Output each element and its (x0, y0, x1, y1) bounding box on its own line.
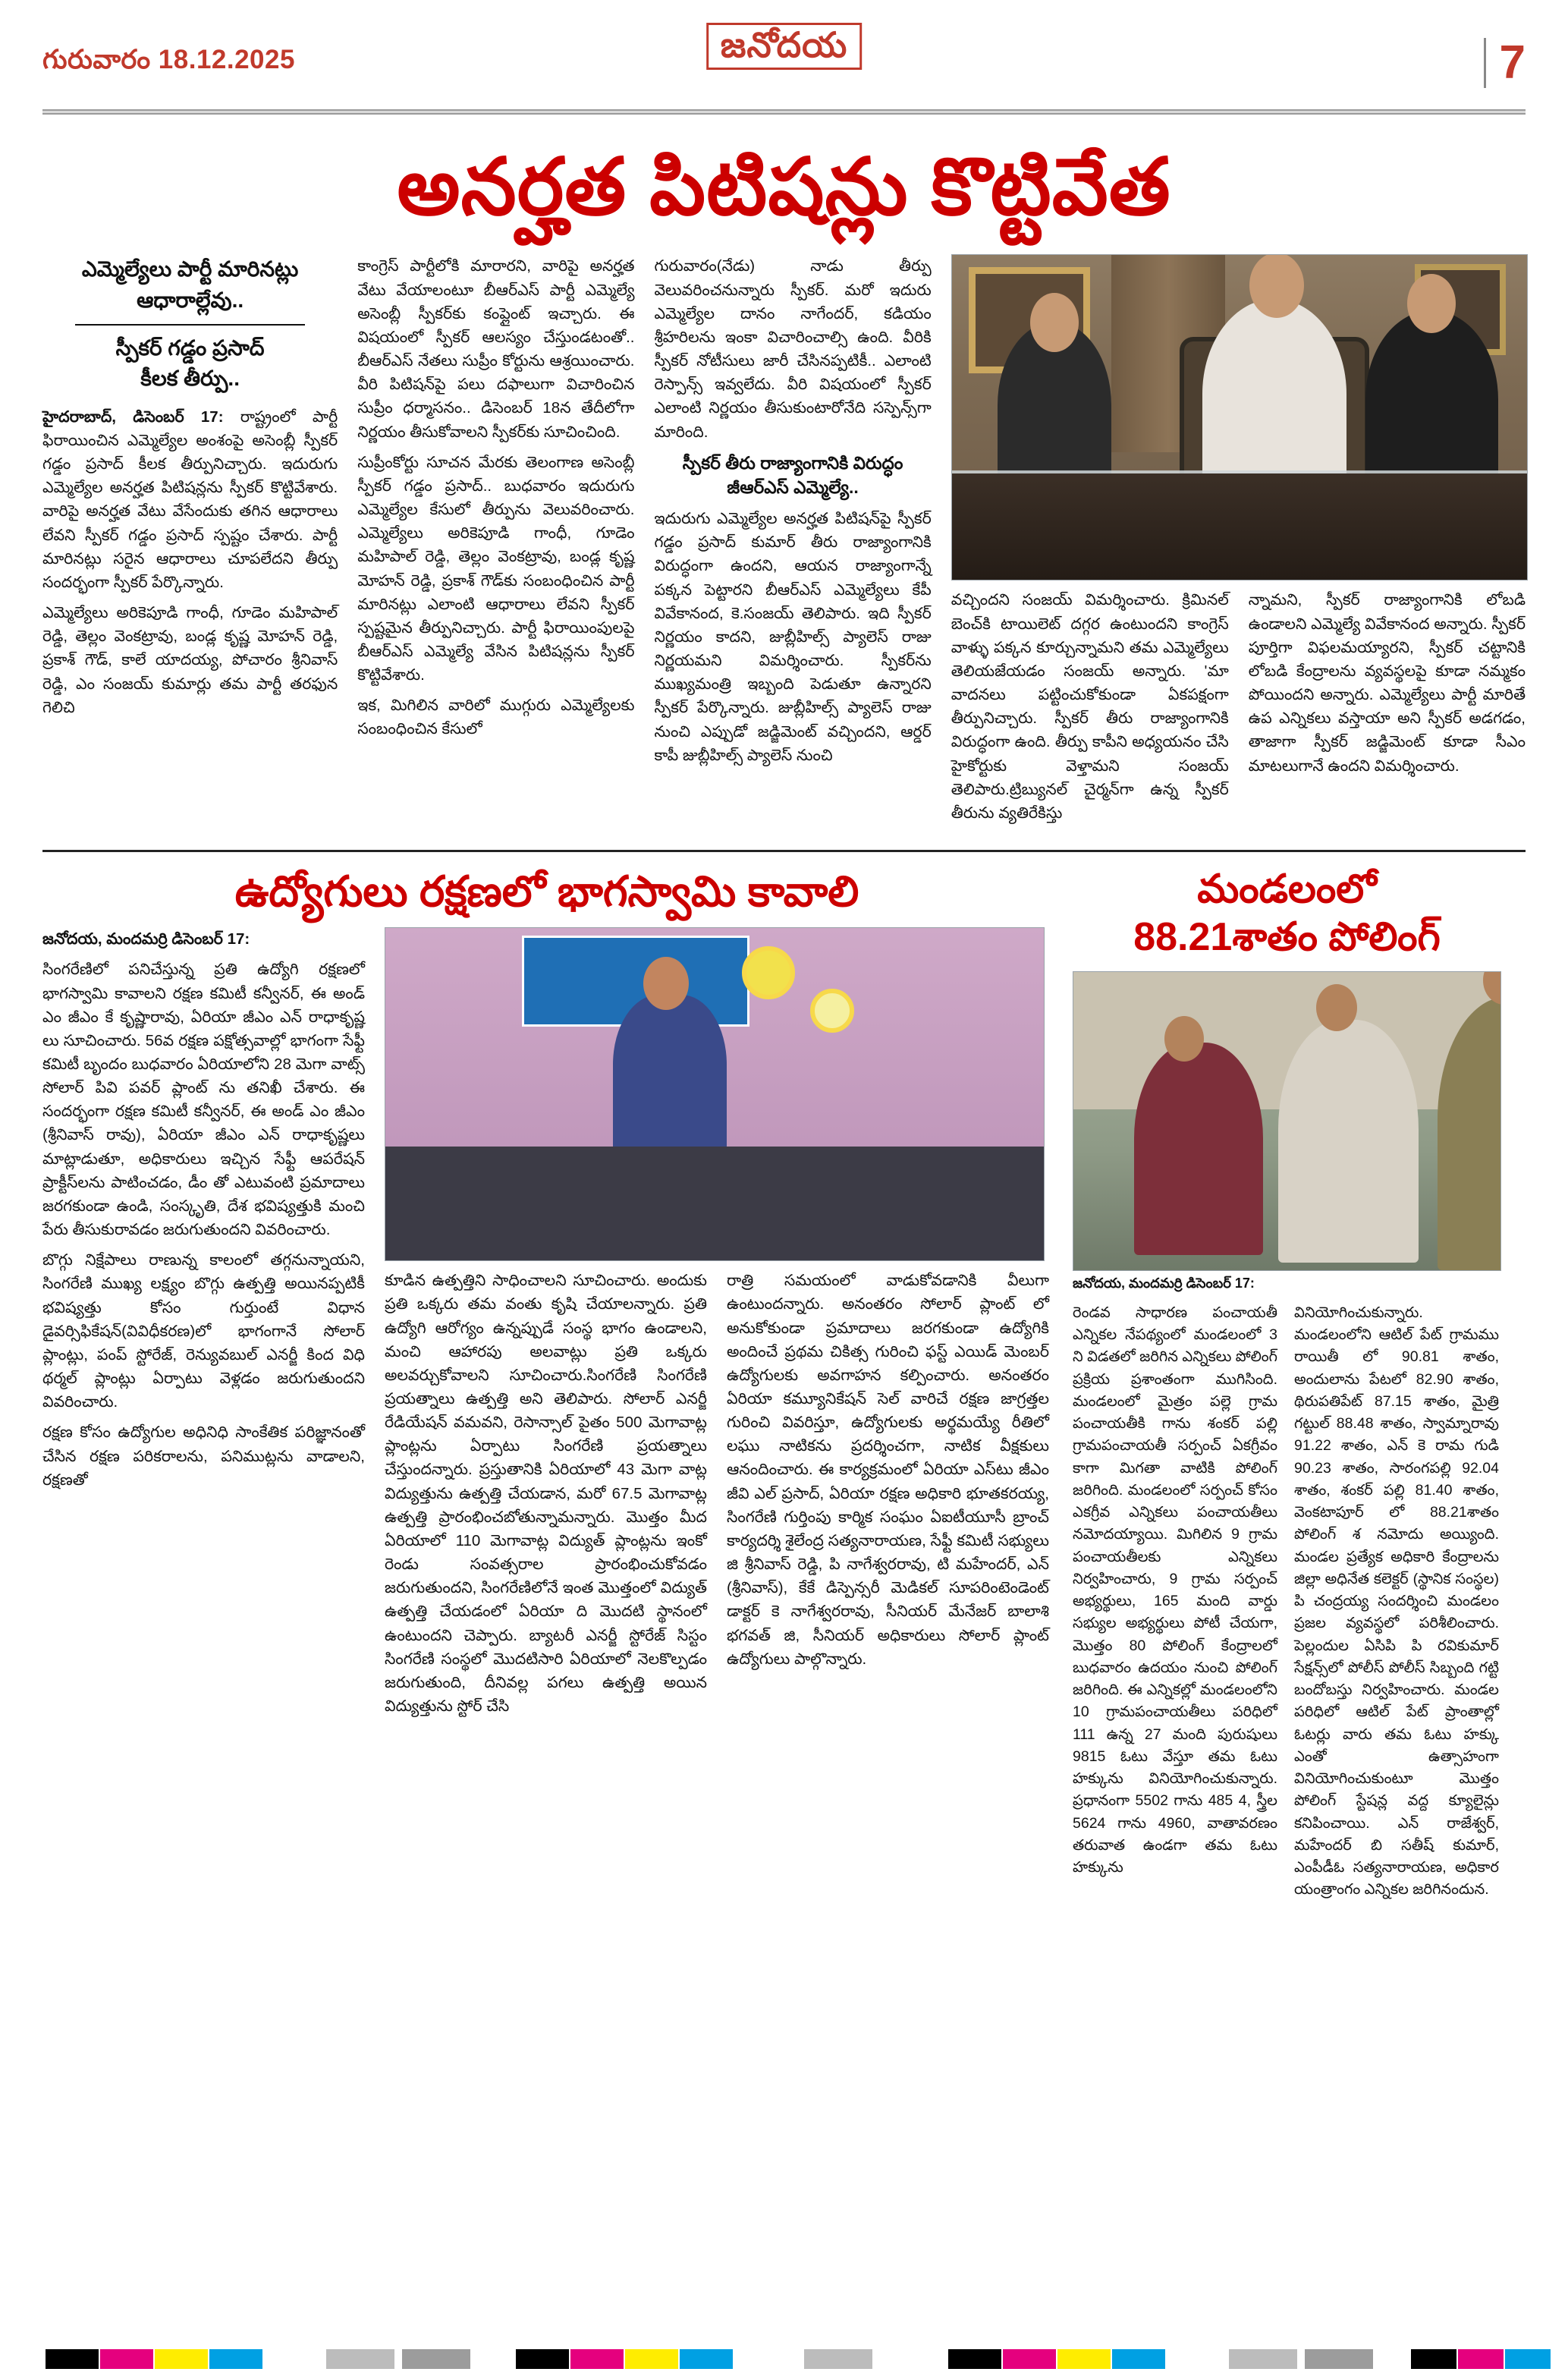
paragraph: రక్షణ కోసం ఉద్యోగుల అధినిధి సాంకేతిక పరిజ్ఞానంతో చేసిన రక్షణ పరికరాలను, పనిముట్లను వాడాలని, రక్షణతో (42, 1423, 365, 1489)
page-number: 7 (1499, 36, 1526, 89)
sub-headline-line-2: జీఆర్ఎస్ ఎమ్మెల్యే.. (727, 477, 859, 497)
photo-caption: జనోదయ, మందమర్రి డిసెంబర్ 17: (1073, 1275, 1255, 1291)
kicker-rule (75, 324, 306, 326)
sub-headline (654, 451, 931, 499)
person-left-head (1030, 293, 1079, 352)
kicker-line-2: ఆధారాల్లేవు.. (137, 288, 244, 313)
publication-logo (706, 23, 863, 70)
story-left-headline: ఉద్యోగులు రక్షణలో భాగస్వామి కావాలి (234, 867, 859, 916)
paragraph: ఇక, మిగిలిన వారిలో ముగ్గురు ఎమ్మెల్యేలకు సంబంధించిన కేసులో (357, 697, 635, 738)
paragraph: ఇదురుగు ఎమ్మెల్యేల అనర్హత పిటిషన్‌పై స్పీకర్ గడ్డం ప్రసాద్ కుమార్ తీరు రాజ్యాంగానికి విరుద్ధంగా ఉందని, ఆయన రాజ్యాంగాన్నే పక్కన పెట్టారని బీఆర్ఎస్ ఎమ్మెల్యేలు కేపీ వివేకానంద, కె.సంజయ్ తెలిపారు. ఇది స్పీకర్ నిర్ణయం కాదని, జుబ్లీహిల్స్ ప్యాలెస్ రాజు నిర్ణయమని విమర్శించారు. స్పీకర్‌ను ముఖ్యమంత్రి ఇబ్బంది పెడుతూ ఉన్నారని స్పీకర్ పేర్కొన్నారు. జుబ్లీహిల్స్ ప్యాలెస్ రాజు నుంచి ఎప్పుడో జడ్జిమెంట్ వచ్చిందని, ఆర్డర్ కాపీ జుబ్లీహిల్స్ ప్యాలెస్ నుంచి (654, 510, 932, 764)
paragraph: వినియోగించుకున్నారు. మండలంలోని ఆటిల్ పేట్ గ్రామము రాయితీ లో 90.81 శాతం, అందులాను పేటలో 82.90 శాతం, థిరుపతిపేట్ 87.15 శాతం, మైత్రి గట్టుల్ 88.48 శాతం, స్వామ్నారావు 91.22 శాతం, ఎన్ కె రామ గుడి 90.23 శాతం, సారంగపల్లి 92.04 శాతం, శంకర్ పల్లి 81.40 శాతం, వెంకటాపూర్ లో 88.21శాతం పోలింగ్ శ నమోదు అయ్యింది. మండల ప్రత్యేక అధికారి కేంద్రాలను జిల్లా అధినేత కలెక్టర్ (స్థానిక సంస్థల) పి చంద్రయ్య సందర్శించి మండలం ప్రజల వ్యవస్థలో పరిశీలించారు. పెల్లందుల ఏసిపి పి రవికుమార్ సేక్షన్స్‌లో పోలీస్ పోలీస్ సిబ్బంది గట్టి బందోబస్తు నిర్వహించారు. మండల పరిధిలో ఆటిల్ పేట్ ప్రాంతాల్లో ఓటర్లు వారు తమ ఓటు హక్కు ఎంతో ఉత్సాహంగా వినియోగించుకుంటూ మొత్తం పోలింగ్ స్టేషన్ల వద్ద క్యూలైన్లు కనిపించాయి. ఎన్ రాజేశ్వర్, మహేందర్ బి సతీష్ కుమార్, ఎంపీడీఓ సత్యనారాయణ, అధికార యంత్రాంగం ఎన్నికల జరిగినందున. (1294, 1304, 1499, 1898)
story-right-headline-line-1: మండలంలో (1197, 867, 1377, 912)
voter-man (1278, 1020, 1419, 1263)
decoration-flower-1 (742, 946, 795, 999)
person-center (1202, 299, 1346, 489)
desk (952, 473, 1527, 580)
paragraph: సుప్రీంకోర్టు సూచన మేరకు తెలంగాణ అసెంబ్లీ స్పీకర్ గడ్డం ప్రసాద్.. బుధవారం ఇదురుగు ఎమ్మెల్యేల కేసులో తీర్పును వెలువరించారు. ఎమ్మెల్యేలు అరికెపూడి గాంధీ, గూడెం మహిపాల్ రెడ్డి, తెల్లం వెంకట్రావు, బండ్ల కృష్ణ మోహన్ రెడ్డి, ప్రకాశ్ గౌడ్‌కు సంబంధించిన పార్టీ మారినట్లు ఎలాంటి ఆధారాలు లేవని స్పీకర్ స్పష్టమైన తీర్పునిచ్చారు. పార్టీ ఫిరాయింపులపై బీఆర్ఎస్ ఎమ్మెల్యే వేసిన పిటిషన్లను స్పీకర్ కొట్టివేశారు. (357, 453, 635, 684)
registration-bar-gray-4 (1229, 2349, 1297, 2369)
registration-bar-yellow-3 (1057, 2349, 1111, 2369)
photo-safety-meeting (385, 927, 1045, 1261)
story-left-column-2 (385, 927, 707, 1725)
story-polling (1073, 866, 1501, 1908)
sub-headline-line-1: స్పీకర్ తీరు రాజ్యాంగానికి విరుద్ధం (682, 452, 903, 473)
story-left-columns (42, 927, 1051, 1725)
publication-logo-text: జనోదయ (706, 23, 863, 70)
story-dateline (42, 405, 338, 594)
page-number-group (1484, 38, 1526, 88)
kicker-block (42, 254, 338, 394)
kicker-line-1: ఎమ్మెల్యేలు పార్టీ మారినట్లు (81, 257, 299, 282)
story-right-column-2 (1294, 1302, 1499, 1908)
issue-date: గురువారం 18.12.2025 (42, 45, 295, 74)
vertical-rule (1484, 38, 1486, 88)
story-right-columns (1073, 1302, 1501, 1908)
registration-bar-cyan-2 (680, 2349, 733, 2369)
dateline-text: జనోదయ, మందమర్రి డిసెంబర్ 17: (42, 930, 250, 948)
paragraph: ఎమ్మెల్యేలు అరికెపూడి గాంధీ, గూడెం మహిపాల్ రెడ్డి, తెల్లం వెంకట్రావు, బండ్ల కృష్ణ మోహన్ రెడ్డి, ప్రకాశ్ గౌడ్, కాలే యాదయ్య, పోచారం శ్రీనివాస్ రెడ్డి, ఎం సంజయ్ కుమార్లు తమ పార్టీ తరఫున గెలిచి (42, 604, 338, 716)
paragraph: వచ్చిందని సంజయ్ విమర్శించారు. క్రిమినల్ బెంచ్‌కి టాయిలెట్ దగ్గర ఉంటుందని కాంగ్రెస్ వాళ్ళు పక్కన కూర్చున్నామని తమ ఎమ్మెల్యేలు తెలియజేయడం సంజయ్ అన్నారు. 'మా వాదనలు పట్టించుకోకుండా ఏకపక్షంగా తీర్పునిచ్చారు. స్పీకర్ తీరు రాజ్యాంగానికి విరుద్ధంగా ఉంది. తీర్పు కాపీని అధ్యయనం చేసి హైకోర్టుకు వెళ్తామని సంజయ్ తెలిపారు.ట్రిబ్యునల్ చైర్మన్‌గా ఉన్న స్పీకర్ తీరును వ్యతిరేకిస్తు (951, 591, 1229, 822)
registration-bar-black (46, 2349, 99, 2369)
paragraph: సింగరేణిలో పనిచేస్తున్న ప్రతి ఉద్యోగి రక్షణలో భాగస్వామి కావాలని రక్షణ కమిటీ కన్వీనర్, ఈ అండ్ ఎం జీఎం కే కృష్ణారావు, ఏరియా జీఎం ఎన్ రాధాకృష్ణ లు సూచించారు. 56వ రక్షణ పక్షోత్సవాల్లో భాగంగా సేఫ్టీ కమిటీ బృందం బుధవారం ఏరియాలోని 28 మెగా వాట్స్ సోలార్ పివి పవర్ ప్లాంట్ ను తనిఖీ చేశారు. ఈ సందర్భంగా రక్షణ కమిటీ కన్వీనర్, ఈ అండ్ ఎం జీఎం (శ్రీనివాస్ రావు), ఏరియా జీఎం ఎన్ రాధాకృష్ణలు మాట్లాడుతూ, అధికారులు ఇచ్చిన సేఫ్టీ ఆపరేషన్ ప్రాక్టీస్‌లను పాటించడం, డీం తో ఎటువంటి ప్రమాదాలు జరగకుండా ఉండి, సంస్కృతి, దేశ భవిష్యత్తుకి మంచి పేరు తీసుకురావడం జరుగుతుందని వివరించారు. (42, 961, 365, 1239)
dateline-text: హైదరాబాద్, డిసెంబర్ 17: (42, 407, 224, 426)
voter-woman (1134, 1043, 1263, 1255)
registration-bar-black-4 (1411, 2349, 1456, 2369)
registration-bar-black-2 (516, 2349, 569, 2369)
print-registration-bars (0, 2349, 1568, 2369)
section-divider (42, 850, 1526, 852)
paragraph: గురువారం(నేడు) నాడు తీర్పు వెలువరించనున్నారు స్పీకర్. మరో ఇదురు ఎమ్మెల్యేల దానం నాగేందర్, కడియం శ్రీహరిలను ఇంకా విచారించాల్సి ఉంది. వీరికి స్పీకర్ నోటీసులు జారీ చేసినప్పటికీ.. ఎలాంటి రెస్పాన్స్ ఇవ్వలేదు. వీరి విషయంలో స్పీకర్ ఎలాంటి నిర్ణయం తీసుకుంటారోనేది సస్పెన్స్‌గా మారింది. (654, 257, 932, 441)
person-right-head (1407, 274, 1456, 333)
story-employees-safety (42, 866, 1051, 1725)
voter-woman-head (1164, 1016, 1204, 1062)
main-story (42, 254, 1526, 832)
story-left-column-1 (42, 927, 365, 1725)
main-headline: అనర్హత పిటిషన్లు కొట్టివేత (397, 143, 1171, 231)
masthead (42, 0, 1526, 99)
registration-bar-yellow (155, 2349, 208, 2369)
paragraph: రాష్ట్రంలో పార్టీ ఫిరాయించిన ఎమ్మెల్యేల అంశంపై అసెంబ్లీ స్పీకర్ గడ్డం ప్రసాద్ కీలక తీర్పునిచ్చారు. ఇదురుగు ఎమ్మెల్యేల అనర్హత పిటిషన్లను స్పీకర్ కొట్టివేశారు. వారిపై అనర్హత వేటు వేసేందుకు తగిన ఆధారాలు లేవని స్పీకర్ గడ్డం ప్రసాద్ స్పష్టం చేశారు. పార్టీ మారినట్లు సరైన ఆధారాలు చూపలేదని తీర్పు సందర్భంగా స్పీకర్ పేర్కొన్నారు. (42, 407, 338, 591)
speaker-at-podium (613, 995, 727, 1169)
story-left-dateline (42, 927, 365, 951)
bottom-section (42, 866, 1526, 1908)
registration-bar-gray-5 (1305, 2349, 1373, 2369)
masthead-divider (42, 109, 1526, 115)
paragraph: రెండవ సాధారణ పంచాయతీ ఎన్నికల నేపథ్యంలో మండలంలో 3 ని విడతలో జరిగిన ఎన్నికలు పోలింగ్ ప్రక్రియ ప్రశాంతంగా ముగిసింది. మండలంలో మైత్రం పల్లె గ్రామ పంచాయతీకి గాను శంకర్ పల్లి గ్రామపంచాయతీ సర్పంచ్ ఏకగ్రీవం కాగా మిగతా వాటికి పోలింగ్ జరిగింది. మండలంలో సర్పంచ్ కోసం ఎకగ్రీవ ఎన్నికలు పంచాయతీలు నమోదయ్యాయి. మిగిలిన 9 గ్రామ పంచాయతీలకు ఎన్నికలు నిర్వహించారు, 9 గ్రామ సర్పంచ్ అభ్యర్థులు, 165 మంది వార్డు సభ్యుల అభ్యర్థులు పోటీ చేయగా, మొత్తం 80 పోలింగ్ కేంద్రాలలో బుధవారం ఉదయం నుంచి పోలింగ్ జరిగింది. ఈ ఎన్నికల్లో మండలంలోని 10 గ్రామపంచాయతీలు పరిధిలో 111 ఉన్న 27 మంది పురుషులు 9815 ఓటు వేస్తూ తమ ఓటు హక్కును వినియోగించుకున్నారు. ప్రధానంగా 5502 గాను 485 4, స్త్రీల 5624 గాను 4960, వాతావరణం తరువాత ఉండగా తమ ఓటు హక్కును (1073, 1304, 1277, 1876)
paragraph: కూడిన ఉత్పత్తిని సాధించాలని సూచించారు. అందుకు ప్రతి ఒక్కరు తమ వంతు కృషి చేయాలన్నారు. ప్రతి ఉద్యోగి ఆరోగ్యం ఉన్నప్పుడే సంస్థ భాగం ఉండాలని, మంచి ఆహారపు అలవాట్లు ప్రతి ఒక్కరు అలవర్చుకోవాలని సూచించారు.సింగరేణి సింగరేణి ప్రయత్నాలు ఉత్పత్తి అని తెలిపారు. సోలార్ ఎనర్జీ రేడియేషన్ వమవని, రెసాన్సాల్ పైతం 500 మెగావాట్ల ప్లాంట్లను ఏర్పాటు సింగరేణి ప్రయత్నాలు చేస్తుందన్నారు. ప్రస్తుతానికి ఏరియాలో 43 మెగా వాట్ల విద్యుత్తును ఉత్పత్తి చేయడాన, మరో 67.5 మెగావాట్ల ఉత్పత్తి ప్రారంభించబోతున్నామన్నారు. మొత్తం మీద ఏరియాలో 110 మెగావాట్ల విద్యుత్ ప్లాంట్లను ఇంకో రెండు సంవత్సరాల ప్రారంభించుకోవడం జరుగుతుందని, సింగరేణిలోనే ఇంత మొత్తంలో విద్యుత్ ఉత్పత్తి చేయడంలో ఏరియా ది మొదటి స్థానంలో ఉంటుందని చెప్పారు. బ్యాటరీ ఎనర్జీ స్టోరేజ్ సిస్టం సింగరేణి సంస్థలో మొదటిసారి ఏరియాలో నెలకొల్పడం జరుగుతుంది, దీనివల్ల పగలు ఉత్పత్తి అయిన విద్యుత్తును స్టోర్ చేసి (385, 1272, 707, 1716)
voter-man-head (1316, 984, 1357, 1031)
main-story-column-4 (951, 254, 1229, 832)
stage-front (385, 1147, 1044, 1260)
paragraph: బొగ్గు నిక్షేపాలు రాణున్న కాలంలో తగ్గనున్నాయని, సింగరేణి ముఖ్య లక్ష్యం బొగ్గు ఉత్పత్తి అయినప్పటికీ భవిష్యత్తు కోసం గుర్తుంటే విధాన డైవర్సిఫికేషన్(వివిధీకరణ)లో భాగంగానే సోలార్ ప్లాంట్లు, పంప్ స్టోరేజ్, రెన్యువబుల్ ఎనర్జీ కింద విధి థర్మల్ ప్లాంట్లు ఏర్పాటు వెళ్లడం జరుగుతుందని వివరించారు. (42, 1251, 365, 1411)
registration-bar-black-3 (948, 2349, 1001, 2369)
person-right (1365, 310, 1498, 489)
registration-bar-magenta-2 (570, 2349, 624, 2369)
registration-bar-yellow-2 (625, 2349, 678, 2369)
story-right-column-1 (1073, 1302, 1277, 1908)
registration-bar-gray-2 (402, 2349, 470, 2369)
registration-bar-gray-1 (326, 2349, 394, 2369)
registration-bar-gray-3 (804, 2349, 872, 2369)
photo-polling-booth (1073, 971, 1501, 1271)
decoration-flower-2 (810, 989, 854, 1033)
speaker-head (643, 957, 689, 1010)
main-story-column-2 (357, 254, 634, 747)
photo-speaker-office (951, 254, 1528, 580)
paragraph: కాంగ్రెస్ పార్టీలోకి మారారని, వారిపై అనర్హత వేటు వేయాలంటూ బీఆర్ఎస్ పార్టీ ఎమ్మెల్యే అసెంబ్లీ స్పీకర్‌కు కంప్లైంట్ ఇచ్చారు. ఈ విషయంలో స్పీకర్ ఆలస్యం చేస్తుండటంతో.. బీఆర్ఎస్ నేతలు సుప్రీం కోర్టును ఆశ్రయించారు. వీరి పిటిషన్‌పై పలు దఫాలుగా విచారించిన సుప్రీం ధర్మాసనం.. డిసెంబర్ 18న తేదీలోగా నిర్ణయం తీసుకోవాలని స్పీకర్‌కు సూచించింది. (357, 257, 635, 441)
registration-bar-magenta-4 (1458, 2349, 1504, 2369)
story-right-headline (1073, 866, 1501, 962)
registration-bar-magenta-3 (1003, 2349, 1056, 2369)
paragraph: రాత్రి సమయంలో వాడుకోవడానికి వీలుగా ఉంటుందన్నారు. అనంతరం సోలార్ ప్లాంట్ లో అనుకోకుండా ప్రమాదాలు జరగకుండా ఉద్యోగికి అందించే ప్రథమ చికిత్స గురించి ఫస్ట్ ఎయిడ్ మెంబర్ ఉద్యోగులకు అవగాహన కల్పించారు. అనంతరం ఏరియా కమ్యూనికేషన్ సెల్ వారిచే రక్షణ జాగ్రత్తల గురించి వివరిస్తూ, ఉద్యోగులకు అర్థమయ్యే రీతిలో లఘు నాటికను ప్రదర్శించగా, నాటిక వీక్షకులు ఆనందించారు. ఈ కార్యక్రమంలో ఏరియా ఎస్‌టు జీఎం జీవి ఎల్ ప్రసాద్, ఏరియా రక్షణ అధికారి భూతకరయ్య, సింగరేణి గుర్తింపు కార్మిక సంఘం ఏఐటీయూసీ బ్రాంచ్ కార్యదర్శి శైలేంద్ర సత్యనారాయణ, సేఫ్టీ కమిటీ సభ్యులు జి శ్రీనివాస్ రెడ్డి, పి నాగేశ్వరరావు, టి మహేందర్, ఎన్ (శ్రీనివాస్), కేకే డిస్పెన్సరీ మెడికల్ సూపరింటెండెంట్ డాక్టర్ కె నాగేశ్వరరావు, సీనియర్ మేనేజర్ బాలాశి భగవత్ జి, సీనియర్ అధికారులు సోలార్ ప్లాంట్ ఉద్యోగులు పాల్గొన్నారు. (727, 1272, 1049, 1668)
main-story-column-1 (42, 254, 338, 725)
main-story-column-3 (654, 254, 931, 773)
registration-bar-magenta (100, 2349, 153, 2369)
registration-bar-cyan-4 (1505, 2349, 1551, 2369)
person-center-head (1249, 254, 1304, 318)
kicker-line-4: కీలక తీర్పు.. (140, 366, 240, 391)
kicker-line-3: స్పీకర్ గడ్డం ప్రసాద్ (115, 335, 265, 360)
registration-bar-cyan (209, 2349, 262, 2369)
registration-bar-cyan-3 (1112, 2349, 1165, 2369)
story-right-headline-line-2: 88.21శాతం పోలింగ్ (1133, 915, 1441, 960)
paragraph: న్నామని, స్పీకర్ రాజ్యాంగానికి లోబడి ఉండాలని ఎమ్మెల్యే వివేకానంద అన్నారు. స్పీకర్ పూర్తిగా విఫలమయ్యారని, స్పీకర్ చట్టానికి లోబడి కేంద్రాలను వ్యవస్థలపై కూడా నమ్మకం పోయిందని అన్నారు. ఎమ్మెల్యేలు పార్టీ మారితే ఉప ఎన్నికలు వస్తాయా అని స్పీకర్ అడగడం, తాజాగా స్పీకర్ జడ్జిమెంట్ కూడా సీఎం మాటలుగానే ఉందని విమర్శించారు. (1248, 591, 1526, 775)
